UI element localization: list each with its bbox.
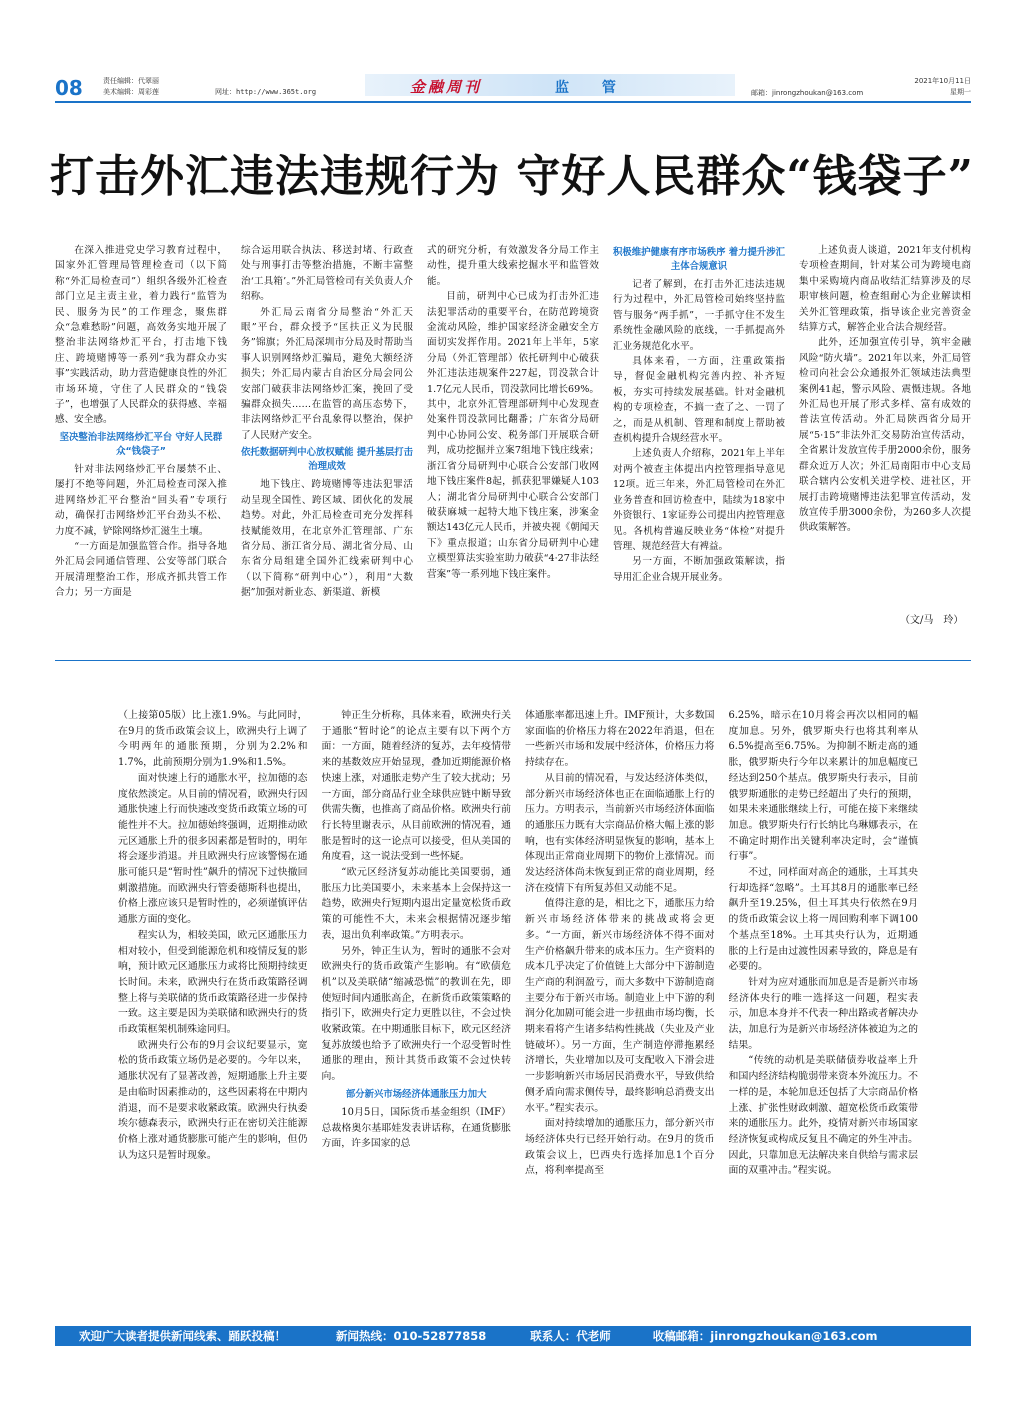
subheading: 坚决整治非法网络炒汇平台 守好人民群众“钱袋子”: [59, 431, 223, 457]
author-byline: （文/马 玲）: [900, 615, 964, 626]
paragraph: 针对非法网络炒汇平台屡禁不止、屡打不绝等问题，外汇局检查司深入推进网络炒汇平台整治“回头看”专项行动，确保打击网络炒汇平台劲头不松、力度不减，铲除网络炒汇滋生土壤。: [55, 463, 227, 537]
paragraph: 针对为应对通胀而加息是否是新兴市场经济体央行的唯一选择这一问题，程实表示，加息本身并不代表一种出路或者解决办法，加息行为是新兴市场经济体被迫为之的结果。: [728, 976, 918, 1051]
article1-body: [55, 243, 971, 633]
paragraph: 上述负责人介绍称，2021年上半年对两个被查主体提出内控管理指导意见12项。近三年来，外汇局管检司在外汇业务普查和回访检查中，陆续为18家中外资银行、1家证券公司提出内控管理意见。各机构普遍反映业务“体检”对提升管理、规范经营大有裨益。: [613, 448, 785, 552]
paragraph: 程实认为，相较美国，欧元区通胀压力相对较小，但受到能源危机和疫情反复的影响，预计欧元区通胀压力或将比预期持续更长时间。未来，欧洲央行在货币政策路径调整上将与美联储的货币政策路径进一步保持一致。这主要是因为美联储和欧洲央行的货币政策框架机制殊途同归。: [118, 929, 308, 1036]
article1-column-3: [427, 243, 599, 633]
paragraph: 值得注意的是，相比之下，通胀压力给新兴市场经济体带来的挑战或将会更多。“一方面，新兴市场经济体不得不面对生产价格飙升带来的成本压力。生产资料的成本几乎决定了价值链上大部分中下游制造生产商的利润盈亏，而大多数中下游制造商主要分布于新兴市场。制造业上中下游的利润分化加剧可能会进一步扭曲市场均衡，长期来看将产生诸多结构性挑战（失业及产业链破坏）。另一方面，生产制造停滞拖累经济增长，失业增加以及可支配收入下滑会进一步影响新兴市场居民消费水平，导致供给侧矛盾向需求侧传导，最终影响总消费支出水平。”程实表示。: [525, 898, 715, 1114]
editor-credits: [103, 76, 159, 98]
paragraph: 从目前的情况看，与发达经济体类似，部分新兴市场经济体也正在面临通胀上行的压力。方明表示，当前新兴市场经济体面临的通胀压力既有大宗商品价格大幅上涨的影响，也有实体经济明显恢复的影响，基本上体现出正常商业周期下的物价上涨情况。而发达经济体尚未恢复到正常的商业周期，经济在疫情下有所复苏但又动能不足。: [525, 772, 715, 894]
footer-email[interactable]: 收稿邮箱：jinrongzhoukan@163.com: [652, 1329, 878, 1343]
paragraph: 式的研究分析，有效激发各分局工作主动性，提升重大线索挖掘水平和监管效能。: [427, 245, 599, 287]
section-divider: [55, 660, 971, 661]
page-header: [55, 74, 971, 104]
paragraph: 具体来看，一方面，注重政策指导，督促金融机构完善内控、补齐短板，夯实可持续发展基础。针对金融机构的专项检查，不搞一查了之、一罚了之，而是从机制、管理和制度上帮助被查机构提升合规经营水平。: [613, 356, 785, 445]
subheading: 依托数据研判中心放权赋能 提升基层打击治理成效: [241, 447, 413, 473]
article1-column-1: [55, 243, 227, 633]
paragraph: 体通胀率都迅速上升。IMF预计，大多数国家面临的价格压力将在2022年消退，但在一些新兴市场和发展中经济体，价格压力将持续存在。: [525, 710, 715, 769]
paragraph: 6.25%，暗示在10月将会再次以相同的幅度加息。另外，俄罗斯央行也将其利率从6.5%提高至6.75%。为抑制不断走高的通胀，俄罗斯央行今年以来累计的加息幅度已经达到250个基点。俄罗斯央行表示，目前俄罗斯通胀的走势已经超出了央行的预期，如果未来通胀继续上行，可能在接下来继续加息。俄罗斯央行行长纳比乌琳娜表示，在不确定时期作出关键利率决定时，会“谨慎行事”。: [728, 710, 918, 863]
footer-bar: [55, 1326, 971, 1346]
article2-column-3: [525, 708, 715, 1278]
paragraph: “一方面是加强监管合作。指导各地外汇局会同通信管理、公安等部门联合开展清理整治工作，形成齐抓共管工作合力；另一方面是: [55, 540, 227, 599]
article2-column-1: [118, 708, 308, 1278]
paragraph: 在深入推进党史学习教育过程中，国家外汇管理局管理检查司（以下简称“外汇局检查司”）组织各级外汇检查部门立足主责主业，着力践行“监管为民、服务为民”的工作理念，聚焦群众“急难愁盼”问题，高效务实地开展了整治非法网络炒汇平台，打击地下钱庄、跨境赌博等一系列“我为群众办实事”实践活动，助力营造健康良性的外汇市场环境，守住了人民群众的“钱袋子”，也增强了人民群众的获得感、幸福感、安全感。: [55, 245, 227, 426]
art-editor: 美术编辑：周彩莲: [103, 88, 159, 96]
paragraph: （上接第05版）比上涨1.9%。与此同时，在9月的货币政策会议上，欧洲央行上调了今明两年的通胀预期，分别为2.2%和1.7%，此前预期分别为1.9%和1.5%。: [118, 710, 308, 769]
paragraph: 上述负责人谈道，2021年支付机构专项检查期间，针对某公司为跨境电商集中采购境内商品收结汇结算涉及的尽职审核问题，检查组耐心为企业解读相关外汇管理政策，指导该企业完善资金结算方式，解答企业合法合规经营。: [799, 245, 971, 334]
paragraph: 欧洲央行公布的9月会议纪要显示，宽松的货币政策立场仍是必要的。今年以来，通胀状况有了显著改善，短期通胀上升主要是由临时因素推动的，这些因素将在中期内消退，而不是要求收紧政策。欧洲央行执委埃尔德森表示，欧洲央行正在密切关注能源价格上涨对通货膨胀可能产生的影响，但仍认为这只是暂时现象。: [118, 1039, 308, 1161]
footer-hotline: 新闻热线：010-52877858: [336, 1329, 487, 1343]
paragraph: 面对快速上行的通胀水平，拉加德的态度依然淡定。从目前的情况看，欧洲央行因通胀快速上行而快速改变货币政策立场的可能性并不大。拉加德始终强调，近期推动欧元区通胀上升的很多因素都是暂时的，明年将会逐步消退。并且欧洲央行应该警惕在通胀可能只是“暂时性”飙升的情况下过快撤回刺激措施。而欧洲央行管委德斯科也提出，价格上涨应该只是暂时性的，必须谨慎评估通胀方面的变化。: [118, 772, 308, 926]
article1-column-2: [241, 243, 413, 633]
website-link[interactable]: 网址：http://www.365t.org: [215, 88, 317, 96]
header-email[interactable]: 邮箱：jinrongzhoukan@163.com: [751, 89, 864, 97]
issue-date: [914, 76, 971, 98]
paragraph: 记者了解到，在打击外汇违法违规行为过程中，外汇局管检司始终坚持监管与服务“两手抓”，一手抓守住不发生系统性金融风险的底线，一手抓提高外汇业务规范化水平。: [613, 279, 785, 352]
page-number: 08: [55, 76, 83, 100]
article2-column-2: [322, 708, 512, 1278]
paragraph: 另一方面，不断加强政策解读，指导用汇企业合规开展业务。: [613, 556, 785, 583]
article1-column-5: [799, 243, 971, 633]
paragraph: 外汇局云南省分局整治“外汇天眼”平台，群众授予“匡扶正义为民服务”锦旗；外汇局深圳市分局及时帮助当事人识别网络炒汇骗局，避免大额经济损失；外汇局内蒙古自治区分局会同公安部门破获非法网络炒汇案，挽回了受骗群众损失……在监管的高压态势下，非法网络炒汇平台乱象得以整治，保护了人民财产安全。: [241, 306, 413, 441]
editor: 责任编辑：代翠丽: [103, 77, 159, 85]
article1-column-4: [613, 243, 785, 633]
date: 2021年10月11日: [914, 77, 971, 85]
paragraph: “欧元区经济复苏动能比美国要弱，通胀压力比美国要小，未来基本上会保持这一趋势，欧洲央行短期内退出定量宽松货币政策的可能性不大，未来会根据情况逐步缩表，退出负利率政策。”方明表示。: [321, 867, 511, 941]
paragraph: 地下钱庄、跨境赌博等违法犯罪活动呈现全国性、跨区域、团伙化的发展趋势。对此，外汇局检查司充分发挥科技赋能效用，在北京外汇管理部、广东省分局、浙江省分局、湖北省分局、山东省分局组建全国外汇线索研判中心（以下简称“研判中心”），利用“大数据”加强对新业态、新渠道、新模: [241, 479, 413, 599]
article-title: 打击外汇违法违规行为 守好人民群众“钱袋子”: [50, 151, 974, 202]
brand-logo: 金融周刊: [410, 78, 483, 96]
section-name: 监 管: [555, 80, 630, 96]
header-rule: [55, 101, 971, 103]
paragraph: 钟正生分析称，具体来看，欧洲央行关于通胀“暂时论”的论点主要有以下两个方面：一方面，随着经济的复苏，去年疫情带来的基数效应开始显现，叠加近期能源价格快速上涨，对通胀走势产生了较大扰动；另一方面，部分商品行业全球供应链中断导致供需失衡，也推高了商品价格。欧洲央行前行长特里谢表示，从目前欧洲的情况看，通胀是暂时的这一论点可以接受，但从美国的角度看，这一说法受到一些怀疑。: [321, 710, 511, 863]
paragraph: 目前，研判中心已成为打击外汇违法犯罪活动的重要平台，在防范跨境资金流动风险，维护国家经济金融安全方面切实发挥作用。2021年上半年，5家分局（外汇管理部）依托研判中心破获外汇违法违规案件227起，罚没款合计1.7亿元人民币，罚没款同比增长69%。其中，北京外汇管理部研判中心发现查处案件罚没款同比翻番；广东省分局研判中心协同公安、税务部门开展联合研判，成功挖掘并立案7组地下钱庄线索；浙江省分局研判中心联合公安部门收网地下钱庄案件8起，抓获犯罪嫌疑人103人；湖北省分局研判中心联合公安部门破获麻城一起特大地下钱庄案，涉案金额达143亿元人民币，并被央视《朝闻天下》重点报道；山东省分局研判中心建立模型算法实验室助力破获“4·27非法经营案”等一系列地下钱庄案件。: [427, 291, 599, 580]
article2-column-4: [729, 708, 919, 1278]
paragraph: 10月5日，国际货币基金组织（IMF）总裁格奥尔基耶娃发表讲话称，在通货膨胀方面，许多国家的总: [321, 1106, 511, 1150]
paragraph: 此外，还加强宣传引导，筑牢金融风险“防火墙”。2021年以来，外汇局管检司向社会公众通报外汇领域违法典型案例41起，警示风险、震慑违规。各地外汇局也开展了形式多样、富有成效的普法宣传活动。外汇局陕西省分局开展“5·15”非法外汇交易防治宣传活动，全省累计发放宣传手册2000余份，服务群众近万人次；外汇局南阳市中心支局联合辖内公安机关进学校、进社区，开展打击跨境赌博违法犯罪宣传活动，发放宣传手册3000余份，为260多人次提供政策解答。: [799, 337, 971, 534]
footer-slogan: 欢迎广大读者提供新闻线索、踊跃投稿！: [79, 1329, 286, 1343]
weekday: 星期一: [950, 88, 971, 96]
paragraph: 面对持续增加的通胀压力，部分新兴市场经济体央行已经开始行动。在9月的货币政策会议上，巴西央行选择加息1个百分点，将利率提高至: [525, 1118, 715, 1177]
paragraph: 综合运用联合执法、移送封堵、行政查处与刑事打击等整治措施，不断丰富整治‘工具箱’。”外汇局管检司有关负责人介绍称。: [241, 245, 413, 303]
subheading: 部分新兴市场经济体通胀压力加大: [345, 1088, 487, 1100]
paragraph: 另外，钟正生认为，暂时的通胀不会对欧洲央行的货币政策产生影响。有“欧债危机”以及美联储“缩减恐慌”的教训在先，即使短时间内通胀高企，在新货币政策策略的指引下，欧洲央行定力更胜以往，不会过快收紧政策。在中期通胀目标下，欧元区经济复苏放缓也给予了欧洲央行一个忍受暂时性通胀的理由，预计其货币政策不会过快转向。: [321, 945, 511, 1083]
article2-body: [118, 708, 918, 1278]
footer-contact: 联系人：代老师: [530, 1329, 611, 1343]
paragraph: “传统的动机是美联储债券收益率上升和国内经济结构脆弱带来资本外流压力。不一样的是，本轮加息还包括了大宗商品价格上涨、扩张性财政刺激、超宽松货币政策带来的通胀压力。此外，疫情对新兴市场国家经济恢复或构成反复且不确定的外生冲击。因此，只靠加息无法解决来自供给与需求层面的双重冲击。”程实说。: [728, 1055, 918, 1177]
paragraph: 不过，同样面对高企的通胀，土耳其央行却选择“忽略”。土耳其8月的通胀率已经飙升至19.25%，但土耳其央行依然在9月的货币政策会议上将一周回购利率下调100个基点至18%。土耳其央行认为，近期通胀的上行是由过渡性因素导致的，降息是有必要的。: [728, 867, 918, 973]
subheading: 积极维护健康有序市场秩序 着力提升涉汇主体合规意识: [613, 247, 785, 272]
